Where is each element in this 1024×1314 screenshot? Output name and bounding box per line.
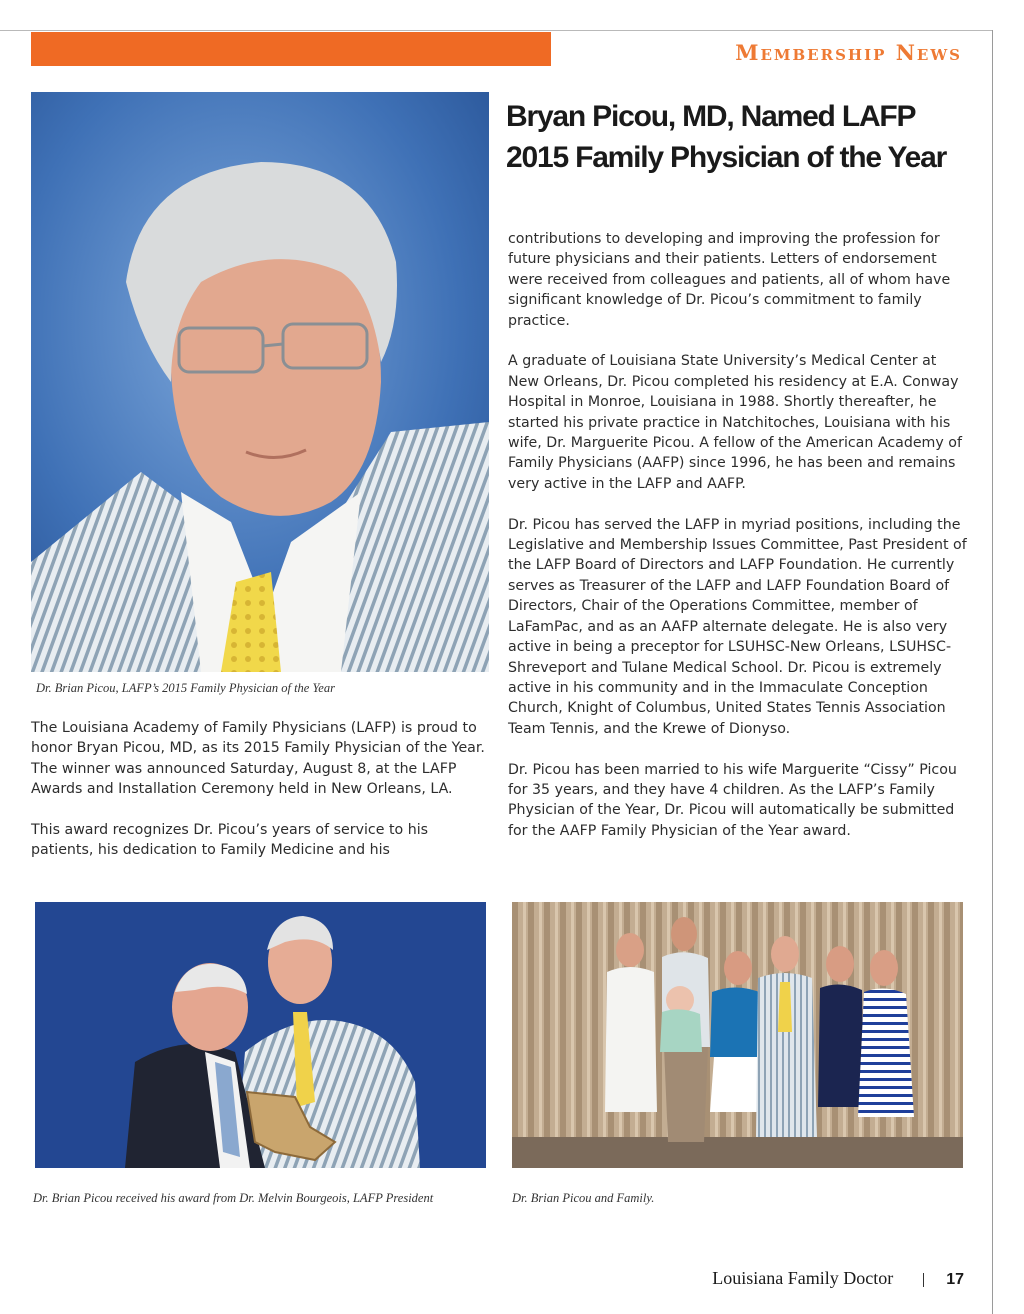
headline-line-1: Bryan Picou, MD, Named LAFP <box>506 100 916 133</box>
article-column-right <box>508 229 970 862</box>
section-accent-bar <box>31 32 551 66</box>
portrait-caption: Dr. Brian Picou, LAFP’s 2015 Family Physician of the Year <box>36 681 335 695</box>
award-caption: Dr. Brian Picou received his award from Dr. Melvin Bourgeois, LAFP President <box>33 1191 434 1205</box>
portrait-photo <box>31 92 489 672</box>
award-photo <box>35 902 486 1168</box>
footer-separator <box>923 1273 924 1287</box>
paragraph: Dr. Picou has served the LAFP in myriad positions, including the Legislative and Membership Issues Committee, Past President of the LAFP Board of Directors and LAFP Foundation. He currently serves as Treasurer of the LAFP and LAFP Foundation Board of Directors, Chair of the Operations Committee, member of LaFamPac, and as an AAFP alternate delegate. He is also very active in being a preceptor for LSUHSC-New Orleans, LSUHSC-Shreveport and Tulane Medical School. Dr. Picou is extremely active in his community and in the Immaculate Conception Church, Knight of Columbus, United States Tennis Association Team Tennis, and the Krewe of Dionyso. <box>508 516 967 737</box>
top-rule <box>0 30 992 31</box>
right-margin-rule <box>992 30 993 1314</box>
section-label: Membership News <box>735 40 962 65</box>
paragraph: contributions to developing and improving the profession for future physicians and their patients. Letters of endorsement were received from colleagues and patients, all of whom have significant knowledge of Dr. Picou’s commitment to family practice. <box>508 231 951 329</box>
page-footer <box>712 1268 964 1289</box>
paragraph: Dr. Picou has been married to his wife Marguerite “Cissy” Picou for 35 years, and they have 4 children. As the LAFP’s Family Physician of the Year, Dr. Picou will automatically be submitted for the AAFP Family Physician of the Year award. <box>508 761 957 839</box>
paragraph: The Louisiana Academy of Family Physicians (LAFP) is proud to honor Bryan Picou, MD, as its 2015 Family Physician of the Year. The winner was announced Saturday, August 8, at the LAFP Awards and Installation Ceremony held in New Orleans, LA. <box>31 720 485 798</box>
page-number: 17 <box>946 1271 964 1288</box>
family-photo <box>512 902 963 1168</box>
article-column-left <box>31 718 493 881</box>
family-caption: Dr. Brian Picou and Family. <box>512 1191 655 1205</box>
publication-name: Louisiana Family Doctor <box>712 1268 894 1288</box>
headline-line-2: 2015 Family Physician of the Year <box>506 141 947 174</box>
paragraph: A graduate of Louisiana State University’s Medical Center at New Orleans, Dr. Picou completed his residency at E.A. Conway Hospital in Monroe, Louisiana in 1988. Shortly thereafter, he started his private practice in Natchitoches, Louisiana with his wife, Dr. Marguerite Picou. A fellow of the American Academy of Family Physicians (AAFP) since 1996, he has been and remains very active in the LAFP and AAFP. <box>508 353 962 492</box>
paragraph: This award recognizes Dr. Picou’s years of service to his patients, his dedication to Family Medicine and his <box>31 822 429 859</box>
article-headline <box>506 96 976 178</box>
